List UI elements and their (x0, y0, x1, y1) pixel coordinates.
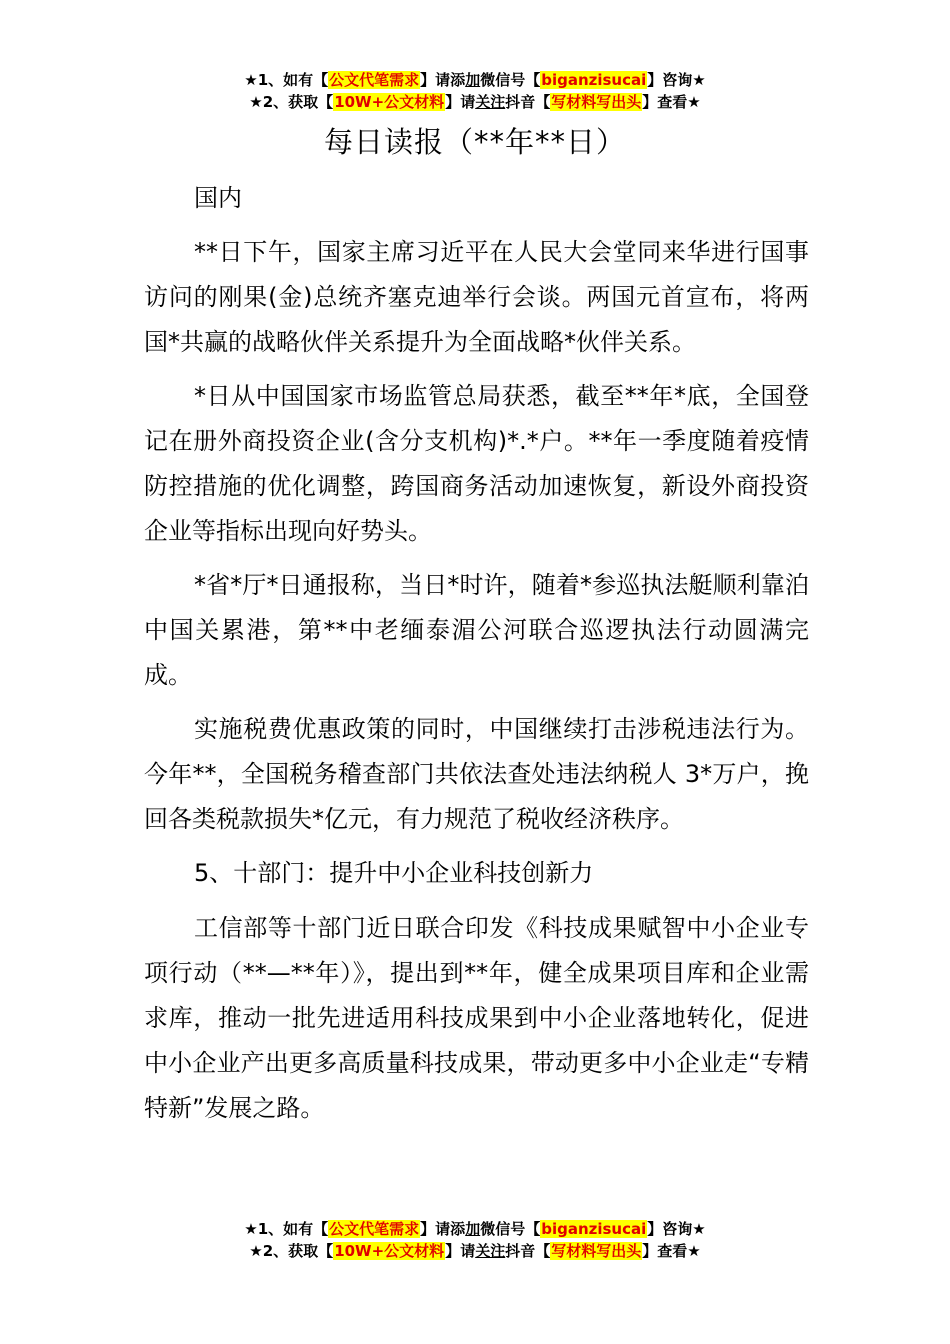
promo-text: 】请 (445, 1242, 476, 1260)
promo-highlight: 10W+公文材料 (334, 93, 445, 111)
paragraph: *省*厅*日通报称，当日*时许，随着*参巡执法艇顺利靠泊中国关累港，第**中老缅泰湄公河联合巡逻执法行动圆满完成。 (144, 571, 809, 689)
promo-text: 】查看★ (642, 1242, 701, 1260)
promo-text: 】查看★ (642, 93, 701, 111)
promo-line-2 (0, 1240, 950, 1262)
promo-highlight: 公文代笔需求 (329, 1220, 420, 1238)
promo-wechat-id: biganzisucai (541, 1220, 647, 1238)
promo-underlined: 关注 (475, 1242, 506, 1260)
promo-highlight: 10W+公文材料 (334, 1242, 445, 1260)
paragraph: **日下午，国家主席习近平在人民大会堂同来华进行国事访问的刚果(金)总统齐塞克迪举行会谈。两国元首宣布，将两国*共赢的战略伙伴关系提升为全面战略*伙伴关系。 (144, 238, 809, 356)
promo-text: 】请 (445, 93, 476, 111)
promo-text: 】咨询★ (647, 71, 706, 89)
item-heading: 5、十部门：提升中小企业科技创新力 (194, 859, 594, 887)
paragraph: 工信部等十部门近日联合印发《科技成果赋智中小企业专项行动（**—**年）》，提出到**年，健全成果项目库和企业需求库，推动一批先进适用科技成果到中小企业落地转化，促进中小企业产出更多高质量科技成果，带动更多中小企业走“专精特新”发展之路。 (144, 914, 809, 1122)
promo-text: ★1、如有【 (244, 71, 329, 89)
promo-text: ★2、获取【 (249, 93, 334, 111)
promo-highlight: 公文代笔需求 (329, 71, 420, 89)
promo-text: 抖音【 (505, 1242, 551, 1260)
promo-douyin-id: 写材料写出头 (551, 93, 642, 111)
promo-header (0, 69, 950, 113)
promo-underlined: 关注 (475, 93, 506, 111)
promo-line-1 (0, 69, 950, 91)
promo-text: 】请添 (420, 71, 466, 89)
promo-douyin-id: 写材料写出头 (551, 1242, 642, 1260)
promo-text: 微信号【 (480, 71, 541, 89)
promo-line-2 (0, 91, 950, 113)
promo-footer (0, 1218, 950, 1262)
paragraph: 实施税费优惠政策的同时，中国继续打击涉税违法行为。今年**，全国税务稽查部门共依法查处违法纳税人 3*万户，挽回各类税款损失*亿元，有力规范了税收经济秩序。 (144, 715, 809, 833)
promo-text: 抖音【 (505, 93, 551, 111)
paragraph: *日从中国国家市场监管总局获悉，截至**年*底，全国登记在册外商投资企业(含分支机构)*.*户。**年一季度随着疫情防控措施的优化调整，跨国商务活动加速恢复，新设外商投资企业等指标出现向好势头。 (144, 382, 809, 545)
promo-text: ★1、如有【 (244, 1220, 329, 1238)
document-body (144, 176, 809, 1140)
document-title: 每日读报（**年**日） (323, 125, 626, 159)
promo-text: 微信号【 (480, 1220, 541, 1238)
section-heading: 国内 (194, 184, 242, 212)
promo-line-1 (0, 1218, 950, 1240)
promo-text: 】咨询★ (647, 1220, 706, 1238)
promo-wechat-id: biganzisucai (541, 71, 647, 89)
promo-underlined: 加 (465, 71, 481, 89)
promo-text: 】请添 (420, 1220, 466, 1238)
promo-text: ★2、获取【 (249, 1242, 334, 1260)
promo-underlined: 加 (465, 1220, 481, 1238)
